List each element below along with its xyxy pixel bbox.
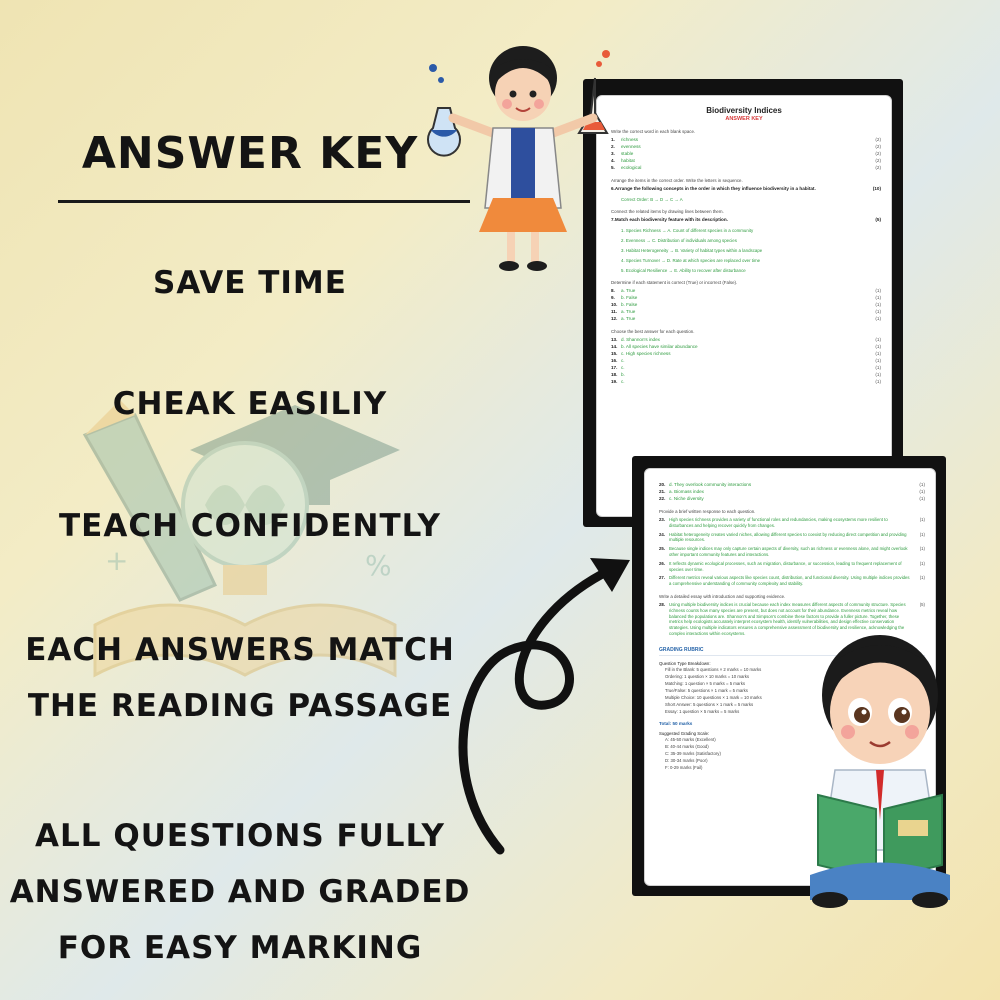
- question-number: 8.: [611, 288, 615, 293]
- question-number: 17.: [611, 365, 618, 370]
- true-false-answers: [597, 287, 891, 322]
- fill-answers: [597, 136, 891, 171]
- question-number: 28.: [659, 601, 665, 607]
- question-marks: (2): [875, 158, 881, 163]
- answer-text: It reflects dynamic ecological processes, such as migration, disturbance, or succession, leading to frequent replacement of species over time.: [669, 560, 902, 572]
- answer-row: [659, 488, 925, 495]
- arrow-icon: [440, 530, 640, 860]
- question-marks: (2): [875, 144, 881, 149]
- match-line: 4. Species Turnover → D. Rate at which species are replaced over time: [621, 258, 761, 263]
- question-marks: (10): [872, 186, 881, 191]
- answer-text: Using multiple biodiversity indices is crucial because each index measures different aspects of community structure. Species richness counts how many species are present, but does not account for their abundance. Evenness metrics reveal how balanced the populations are. Shannon's and Simpson's combine these factors to provide a fuller picture. Together, these metrics help ecologists accurately interpret ecosystem health, identify vulnerabilities, and design effective conservation strategies. Using multiple indicators ensures a comprehensive assessment of biodiversity and resilience, acknowledging the complex interactions within ecosystems.: [669, 601, 906, 636]
- feature-fully-answered: ALL QUESTIONS FULLY ANSWERED AND GRADED FOR EASY MARKING: [9, 818, 471, 966]
- question-number: 14.: [611, 344, 618, 349]
- answer-text: c.: [621, 379, 625, 384]
- answer-text: a. True: [621, 316, 636, 321]
- breakdown-line: True/False: 5 questions × 1 mark = 5 marks: [665, 687, 748, 693]
- answer-text: High species richness provides a variety of functional roles and redundancies, making ecosystems more resilient to disturbances and helping recover quickly from changes.: [669, 517, 888, 528]
- match-line: 1. Species Richness → A. Count of different species in a community: [621, 228, 754, 233]
- breakdown-line: Short Answer: 5 questions × 1 mark = 5 marks: [665, 701, 754, 707]
- match-answers: [597, 228, 891, 273]
- instruction-essay: Write a detailed essay with introduction and supporting evidence.: [659, 593, 786, 599]
- instruction-order: Arrange the items in the correct order. Write the letters in sequence.: [611, 178, 743, 183]
- answer-text: a. Biomass index: [669, 489, 704, 494]
- question-marks: (1): [875, 372, 881, 377]
- title-underline: [58, 200, 470, 203]
- short-answer-row: [659, 575, 925, 587]
- short-answers: [645, 517, 935, 587]
- multiple-choice-answers-continued: [645, 481, 935, 502]
- question-text: Match each biodiversity feature with its description.: [614, 217, 728, 222]
- question-number: 6.: [611, 186, 615, 191]
- question-marks: (1): [919, 496, 925, 501]
- answer-row: [611, 343, 881, 350]
- question-marks: (5): [875, 217, 881, 222]
- question-number: 24.: [659, 531, 665, 537]
- answer-text: Habitat heterogeneity creates varied niches, allowing different species to coexist by reducing direct competition and providing multiple resources.: [669, 531, 907, 543]
- short-answer-row: [659, 532, 925, 544]
- answer-row: [611, 308, 881, 315]
- question-number: 20.: [659, 482, 666, 487]
- answer-row: [611, 143, 881, 150]
- question-number: 5.: [611, 165, 615, 170]
- feature-check-easily: CHEAK EASILIY: [112, 386, 388, 422]
- question-7: [611, 216, 881, 223]
- answer-text: richness: [621, 137, 639, 142]
- question-marks: (1): [919, 560, 925, 566]
- question-number: 22.: [659, 496, 666, 501]
- boy-reading-illustration-icon: [800, 620, 960, 910]
- question-marks: (1): [919, 489, 925, 494]
- answer-row: [611, 315, 881, 322]
- answer-text: b. False: [621, 295, 638, 300]
- question-number: 27.: [659, 575, 665, 581]
- breakdown-line: Ordering: 1 question × 10 marks = 10 marks: [665, 673, 750, 679]
- question-marks: (5): [919, 601, 925, 607]
- breakdown-title: Question Type Breakdown:: [659, 660, 711, 666]
- question-marks: (2): [875, 151, 881, 156]
- answer-text: b.: [621, 372, 625, 377]
- scale-line: B: 40-44 marks (Good): [665, 743, 709, 749]
- answer-text: Different metrics reveal various aspects like species count, distribution, and functional diversity. Using multiple indices provides a comprehensive understanding of community complexity and stability.: [669, 575, 910, 587]
- question-marks: (1): [875, 337, 881, 342]
- question-number: 16.: [611, 358, 618, 363]
- breakdown-line: Fill in the Blank: 5 questions × 2 marks = 10 marks: [665, 666, 762, 672]
- match-line: 3. Habitat Heterogeneity → B. Variety of habitat types within a landscape: [621, 248, 763, 253]
- breakdown-line: Multiple Choice: 10 questions × 1 mark = 10 marks: [665, 694, 762, 700]
- svg-text:+: +: [105, 544, 129, 577]
- answer-text: a. True: [621, 309, 636, 314]
- short-answer-row: [659, 546, 925, 558]
- answer-row: [659, 481, 925, 488]
- question-number: 21.: [659, 489, 666, 494]
- match-line: 2. Evenness → C. Distribution of individuals among species: [621, 238, 737, 243]
- question-marks: (1): [919, 546, 925, 552]
- question-number: 9.: [611, 295, 615, 300]
- question-number: 11.: [611, 309, 618, 314]
- scale-title: Suggested Grading Scale:: [659, 730, 710, 736]
- match-line: 5. Ecological Resilience → E. Ability to recover after disturbance: [621, 268, 746, 273]
- breakdown-line: Essay: 1 question × 5 marks = 5 marks: [665, 708, 740, 714]
- instruction-short-answer: Provide a brief written response to each question.: [659, 509, 756, 514]
- feature-teach-confidently: TEACH CONFIDENTLY: [59, 508, 441, 544]
- answer-text: d. They overlook community interactions: [669, 482, 752, 487]
- instruction-true-false: Determine if each statement is correct (True) or incorrect (False).: [611, 280, 738, 285]
- answer-row: [611, 294, 881, 301]
- question-marks: (1): [875, 302, 881, 307]
- question-number: 1.: [611, 137, 615, 142]
- answer-text: c. Niche diversity: [669, 496, 704, 501]
- answer-row: [611, 164, 881, 171]
- question-marks: (1): [919, 575, 925, 581]
- question-marks: (1): [875, 295, 881, 300]
- page-title: ANSWER KEY: [81, 128, 419, 179]
- question-marks: (2): [875, 165, 881, 170]
- scale-line: F: 0-29 marks (Fail): [665, 764, 703, 770]
- question-marks: (1): [919, 482, 925, 487]
- answer-text: ecological: [621, 165, 642, 170]
- question-6: [611, 185, 881, 192]
- total-marks: Total: 50 marks: [659, 720, 693, 726]
- doc-title: Biodiversity Indices: [706, 106, 782, 115]
- scale-line: D: 30-34 marks (Poor): [665, 757, 708, 763]
- question-marks: (1): [875, 344, 881, 349]
- question-number: 2.: [611, 144, 615, 149]
- answer-text: stable: [621, 151, 634, 156]
- question-number: 25.: [659, 546, 665, 552]
- answer-row: [611, 157, 881, 164]
- short-answer-row: [659, 517, 925, 529]
- instruction-multiple-choice: Choose the best answer for each question.: [611, 329, 695, 334]
- question-text: Arrange the following concepts in the order in which they influence biodiversity in a habitat.: [614, 186, 816, 191]
- scale-line: A: 45-50 marks (Excellent): [665, 736, 716, 742]
- question-number: 26.: [659, 560, 665, 566]
- question-number: 4.: [611, 158, 615, 163]
- instruction-match: Connect the related items by drawing lines between them.: [611, 209, 724, 214]
- answer-text: c. High species richness: [621, 351, 671, 356]
- question-number: 15.: [611, 351, 618, 356]
- question-number: 13.: [611, 337, 618, 342]
- answer-row: [611, 336, 881, 343]
- answer-row: [611, 150, 881, 157]
- question-number: 19.: [611, 379, 618, 384]
- svg-text:%: %: [365, 549, 392, 582]
- answer-row: [611, 371, 881, 378]
- answer-text: b. False: [621, 302, 638, 307]
- scale-line: C: 35-39 marks (Satisfactory): [665, 750, 721, 756]
- question-number: 7.: [611, 217, 615, 222]
- answer-row: [611, 378, 881, 385]
- question-marks: (1): [875, 358, 881, 363]
- question-marks: (1): [919, 531, 925, 537]
- answer-row: [659, 495, 925, 502]
- question-marks: (1): [875, 309, 881, 314]
- answer-text: habitat: [621, 158, 635, 163]
- question-marks: (2): [875, 137, 881, 142]
- multiple-choice-answers: [597, 336, 891, 385]
- feature-save-time: SAVE TIME: [153, 265, 347, 301]
- answer-row: [611, 350, 881, 357]
- answer-row: [611, 364, 881, 371]
- answer-text: d. Shannon's index: [621, 337, 660, 342]
- breakdown-line: Matching: 1 question × 5 marks = 5 marks: [665, 680, 746, 686]
- question-number: 18.: [611, 372, 618, 377]
- answer-text: b. All species have similar abundance: [621, 344, 698, 349]
- answer-text: evenness: [621, 144, 641, 149]
- doc-subtitle: ANSWER KEY: [725, 116, 763, 122]
- question-number: 10.: [611, 302, 618, 307]
- answer-key-page-1: [596, 95, 892, 517]
- answer-row: [611, 287, 881, 294]
- question-number: 3.: [611, 151, 615, 156]
- answer-text: c.: [621, 358, 625, 363]
- question-number: 12.: [611, 316, 618, 321]
- instruction-fill: Write the correct word in each blank space.: [611, 129, 696, 134]
- question-marks: (1): [875, 365, 881, 370]
- rubric-title: GRADING RUBRIC: [659, 647, 925, 656]
- question-marks: (1): [875, 351, 881, 356]
- question-marks: (1): [875, 288, 881, 293]
- order-answer: Correct Order: B → D → C → A: [621, 197, 683, 202]
- question-number: 23.: [659, 517, 665, 522]
- question-marks: (1): [875, 316, 881, 321]
- answer-row: [611, 136, 881, 143]
- question-marks: (1): [875, 379, 881, 384]
- answer-text: c.: [621, 365, 625, 370]
- feature-answers-match: EACH ANSWERS MATCH THE READING PASSAGE: [25, 632, 455, 724]
- answer-row: [611, 357, 881, 364]
- question-marks: (1): [919, 517, 925, 522]
- short-answer-row: [659, 561, 925, 573]
- answer-text: a. True: [621, 288, 636, 293]
- answer-row: [611, 301, 881, 308]
- answer-text: Because single indices may only capture certain aspects of diversity, such as richness or evenness alone, and might overlook other important community features and interactions.: [669, 546, 908, 557]
- girl-scientist-illustration-icon: [423, 38, 623, 274]
